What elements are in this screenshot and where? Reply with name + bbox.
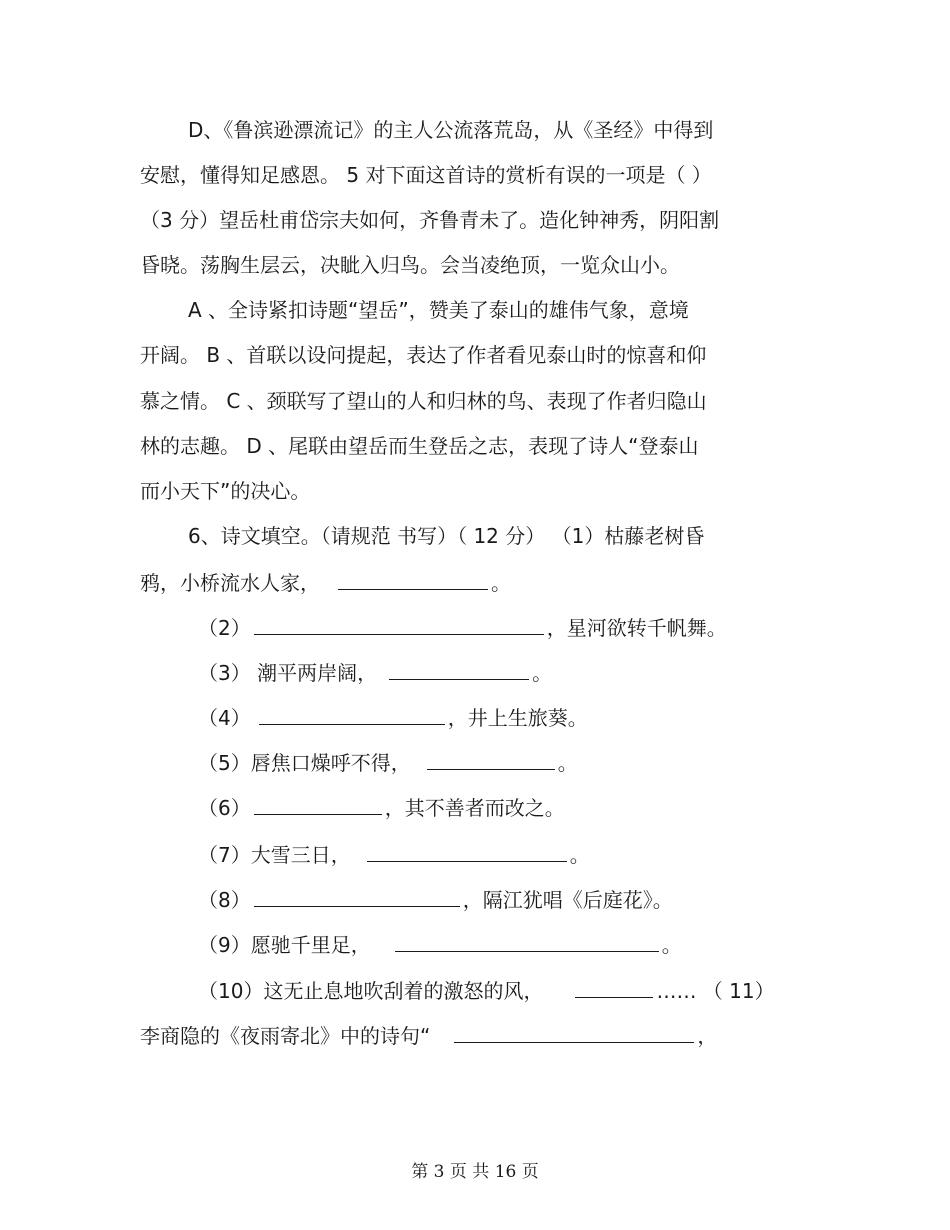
- item-4-text: （4）: [198, 706, 251, 730]
- item-10-end: …… （ 11）: [656, 979, 775, 1003]
- fill-item-8: [198, 888, 673, 912]
- fill-item-1: [140, 571, 511, 595]
- fill-item-6: [198, 796, 565, 820]
- text-line-2: 安慰，懂得知足感恩。 5 对下面这首诗的赏析有误的一项是（ ）: [140, 163, 712, 187]
- item-1-end: 。: [491, 571, 511, 595]
- answer-blank-2[interactable]: [254, 616, 544, 635]
- item-11-text: 李商隐的《夜雨寄北》中的诗句“: [140, 1024, 431, 1048]
- item-10-text: （10）这无止息地吹刮着的激怒的风，: [198, 979, 544, 1003]
- item-3-end: 。: [532, 661, 553, 685]
- item-8-text: （8）: [198, 888, 251, 912]
- item-3-text: （3） 潮平两岸阔，: [198, 661, 378, 685]
- question-6-heading: 6、诗文填空。（请规范 书写）（ 12 分） （1）枯藤老树昏: [188, 524, 705, 548]
- answer-blank-11[interactable]: [454, 1024, 694, 1043]
- fill-item-4: [198, 706, 588, 730]
- fill-item-5: [198, 751, 578, 775]
- text-line-4: 昏晓。荡胸生层云，决眦入归鸟。会当凌绝顶，一览众山小。: [140, 253, 680, 277]
- answer-blank-10[interactable]: [575, 979, 653, 998]
- item-5-text: （5）唇焦口燥呼不得，: [198, 751, 411, 775]
- item-1-text: 鸦，小桥流水人家，: [140, 571, 320, 595]
- fill-item-11: [140, 1024, 717, 1048]
- answer-blank-8[interactable]: [254, 888, 460, 907]
- item-11-end: ，: [697, 1024, 718, 1048]
- fill-item-10: [198, 979, 775, 1003]
- page-number-footer: 第 3 页 共 16 页: [411, 1162, 539, 1182]
- fill-item-7: [198, 843, 590, 867]
- answer-blank-4[interactable]: [259, 706, 445, 725]
- answer-blank-6[interactable]: [254, 796, 382, 815]
- text-line-1: D、《鲁滨逊漂流记》的主人公流落荒岛，从《圣经》中得到: [188, 118, 714, 142]
- item-7-end: 。: [569, 843, 590, 867]
- answer-blank-5[interactable]: [427, 751, 555, 770]
- item-8-end: ，隔江犹唱《后庭花》。: [462, 888, 673, 912]
- item-9-text: （9）愿驰千里足，: [198, 933, 371, 957]
- item-6-text: （6）: [198, 796, 251, 820]
- fill-item-9: [198, 933, 682, 957]
- option-c-line: 慕之情。 C 、颈联写了望山的人和归林的鸟、表现了作者归隐山: [140, 389, 707, 413]
- option-d-line: 林的志趣。 D 、尾联由望岳而生登岳之志，表现了诗人“登泰山: [140, 434, 699, 458]
- item-7-text: （7）大雪三日，: [198, 843, 351, 867]
- item-4-end: ，井上生旅葵。: [447, 706, 588, 730]
- item-2-text: （2）: [198, 616, 251, 640]
- option-a-line: A 、全诗紧扣诗题“望岳”，赞美了泰山的雄伟气象，意境: [188, 298, 689, 322]
- answer-blank-9[interactable]: [395, 933, 659, 952]
- text-line-9: 而小天下”的决心。: [140, 479, 311, 503]
- text-line-3: （3 分）望岳杜甫岱宗夫如何，齐鲁青未了。造化钟神秀，阴阳割: [140, 208, 720, 232]
- item-2-end: ，星河欲转千帆舞。: [546, 616, 727, 640]
- item-5-end: 。: [557, 751, 578, 775]
- item-6-end: ，其不善者而改之。: [384, 796, 565, 820]
- option-b-line: 开阔。 B 、首联以设问提起，表达了作者看见泰山时的惊喜和仰: [140, 343, 707, 367]
- fill-item-3: [198, 661, 552, 685]
- answer-blank-3[interactable]: [389, 661, 529, 680]
- answer-blank-1[interactable]: [338, 571, 488, 590]
- fill-item-2: [198, 616, 727, 640]
- item-9-end: 。: [661, 933, 682, 957]
- answer-blank-7[interactable]: [367, 843, 567, 862]
